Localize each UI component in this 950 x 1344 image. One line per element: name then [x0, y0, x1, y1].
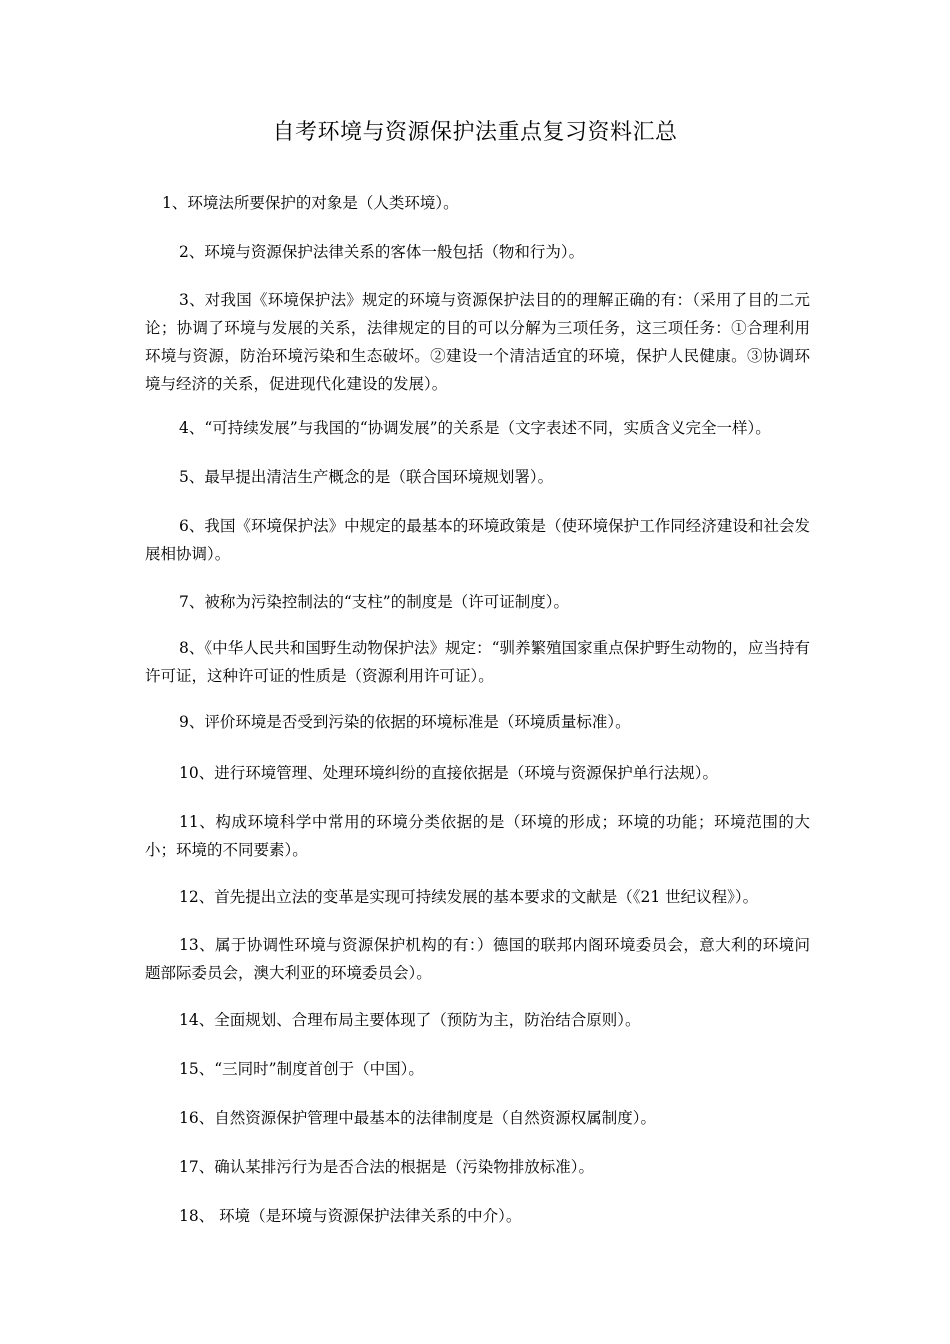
list-item: 16、自然资源保护管理中最基本的法律制度是（自然资源权属制度）。 — [179, 1109, 656, 1127]
list-item: 10、进行环境管理、处理环境纠纷的直接依据是（环境与资源保护单行法规）。 — [179, 764, 718, 782]
list-item: 11、构成环境科学中常用的环境分类依据的是（环境的形成；环境的功能；环境范围的大小；环境的不同要素）。 — [145, 813, 810, 859]
list-item: 6、我国《环境保护法》中规定的最基本的环境政策是（使环境保护工作同经济建设和社会发展相协调）。 — [145, 517, 810, 563]
list-item: 12、首先提出立法的变革是实现可持续发展的基本要求的文献是（《21 世纪议程》）。 — [179, 888, 759, 906]
list-item: 13、属于协调性环境与资源保护机构的有：）德国的联邦内阁环境委员会，意大利的环境问题部际委员会，澳大利亚的环境委员会）。 — [145, 936, 810, 982]
list-item: 18、 环境（是环境与资源保护法律关系的中介）。 — [179, 1207, 522, 1225]
list-item: 9、评价环境是否受到污染的依据的环境标准是（环境质量标准）。 — [179, 713, 631, 731]
document-title: 自考环境与资源保护法重点复习资料汇总 — [272, 120, 678, 145]
list-item: 4、“可持续发展”与我国的“协调发展”的关系是（文字表述不同，实质含义完全一样）。 — [179, 419, 771, 437]
list-item: 1、环境法所要保护的对象是（人类环境）。 — [162, 194, 459, 212]
list-item: 14、全面规划、合理布局主要体现了（预防为主，防治结合原则）。 — [179, 1011, 641, 1029]
list-item: 8、《中华人民共和国野生动物保护法》规定：“驯养繁殖国家重点保护野生动物的，应当持有许可证，这种许可证的性质是（资源利用许可证）。 — [145, 639, 810, 685]
list-item: 3、对我国《环境保护法》规定的环境与资源保护法目的的理解正确的有：（采用了目的二元论；协调了环境与发展的关系，法律规定的目的可以分解为三项任务，这三项任务：①合理利用环境与资源，防治环境污染和生态破坏。②建设一个清洁适宜的环境，保护人民健康。③协调环境与经济的关系，促进现代化建设的发展）。 — [145, 291, 810, 393]
list-item: 2、环境与资源保护法律关系的客体一般包括（物和行为）。 — [179, 243, 585, 261]
list-item: 17、确认某排污行为是否合法的根据是（污染物排放标准）。 — [179, 1158, 594, 1176]
list-item: 15、“三同时”制度首创于（中国）。 — [179, 1060, 424, 1078]
list-item: 7、被称为污染控制法的“支柱”的制度是（许可证制度）。 — [179, 593, 569, 611]
list-item: 5、最早提出清洁生产概念的是（联合国环境规划署）。 — [179, 468, 554, 486]
